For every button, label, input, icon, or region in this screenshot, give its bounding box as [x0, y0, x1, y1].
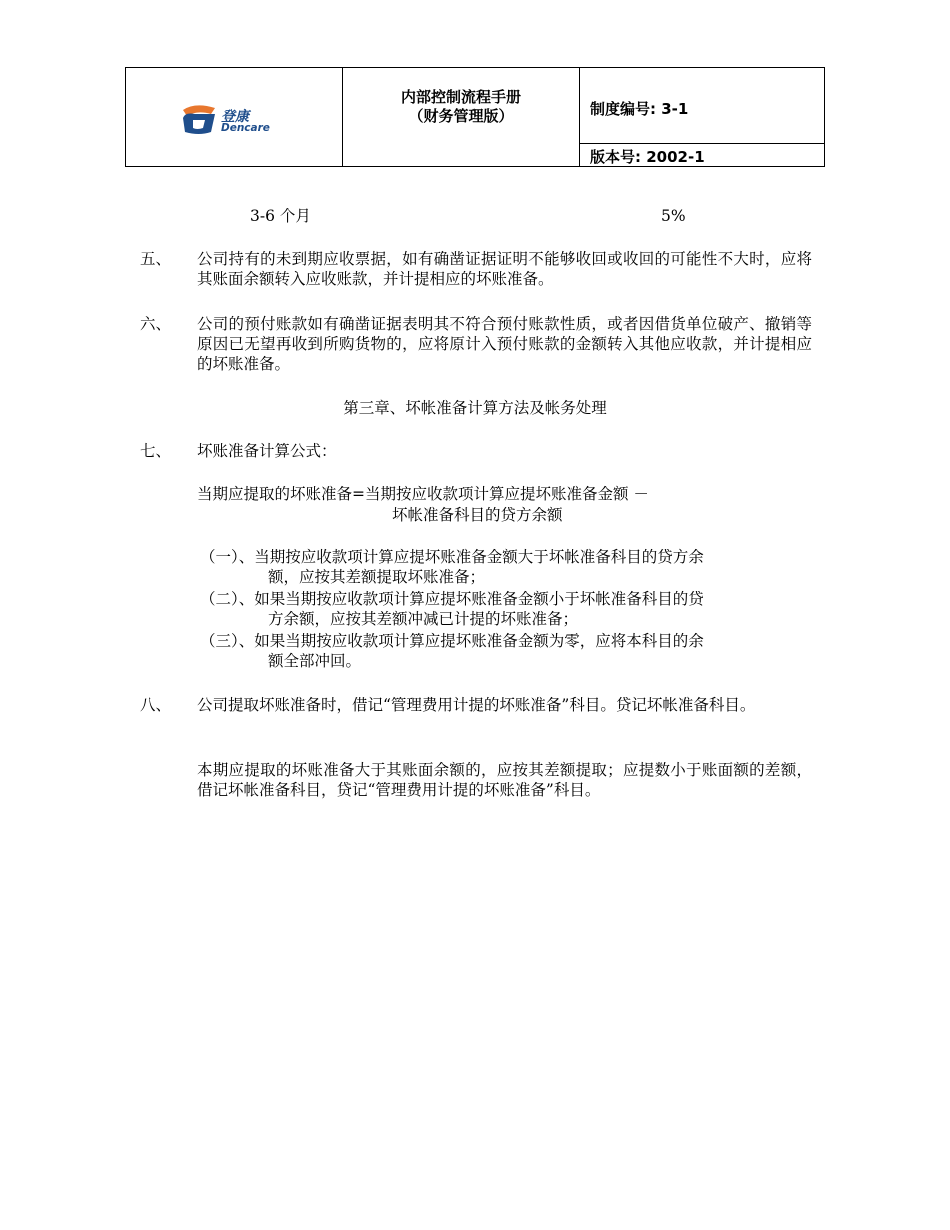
- version-number: 版本号: 2002-1: [590, 148, 705, 166]
- section-8-text-2: 本期应提取的坏账准备大于其账面余额的，应按其差额提取；应提数小于账面额的差额，借记坏帐准备科目，贷记“管理费用计提的坏账准备”科目。: [197, 761, 812, 799]
- section-7-text: 坏账准备计算公式：: [197, 442, 337, 460]
- document-header-table: [125, 67, 825, 167]
- formula-line-1: 当期应提取的坏账准备=当期按应收款项计算应提坏账准备金额 －: [197, 485, 649, 503]
- formula-item-3-line1: 如果当期按应收款项计算应提坏账准备金额为零，应将本科目的余: [254, 632, 704, 650]
- aging-period: 3-6 个月: [250, 207, 311, 225]
- section-6-text: 公司的预付账款如有确凿证据表明其不符合预付账款性质，或者因借货单位破产、撤销等原因已无望再收到所购货物的，应将原计入预付账款的金额转入其他应收款，并计提相应的坏账准备。: [197, 315, 812, 373]
- manual-title-line1: 内部控制流程手册: [400, 88, 521, 106]
- formula-item-1-line1: 当期按应收款项计算应提坏账准备金额大于坏帐准备科目的贷方余: [254, 548, 704, 566]
- logo-english-name: Dencare: [221, 122, 270, 134]
- section-5-number: 五、: [140, 250, 172, 268]
- formula-item-3-label: （三）、: [200, 632, 255, 650]
- manual-title-line2: （财务管理版）: [408, 107, 514, 125]
- formula-item-2-label: （二）、: [200, 590, 255, 608]
- chapter-3-heading: 第三章、坏帐准备计算方法及帐务处理: [343, 399, 607, 417]
- dencare-logo: [181, 104, 281, 138]
- policy-code: 制度编号: 3-1: [580, 68, 824, 144]
- formula-item-2-line2: 方余额，应按其差额冲减已计提的坏账准备；: [268, 610, 579, 628]
- section-6-number: 六、: [140, 315, 172, 333]
- dencare-logo-icon: [181, 104, 221, 138]
- formula-item-2: [200, 589, 812, 629]
- formula-item-1-label: （一）、: [200, 548, 255, 566]
- formula-item-3-line2: 额全部冲回。: [268, 652, 362, 670]
- section-8-text: 公司提取坏账准备时，借记“管理费用计提的坏账准备”科目。贷记坏帐准备科目。: [197, 696, 756, 714]
- logo-cell: [126, 68, 343, 166]
- formula-item-2-line1: 如果当期按应收款项计算应提坏账准备金额小于坏帐准备科目的贷: [254, 590, 704, 608]
- formula-item-3: [200, 631, 812, 671]
- logo-chinese-name: 登康: [221, 109, 249, 125]
- formula-item-1: [200, 547, 812, 587]
- section-7-number: 七、: [140, 442, 172, 460]
- section-8-number: 八、: [140, 696, 172, 714]
- provision-rate: 5%: [661, 207, 686, 225]
- formula-line-2: 坏帐准备科目的贷方余额: [392, 506, 563, 524]
- manual-title: [343, 68, 580, 166]
- section-5-text: 公司持有的未到期应收票据，如有确凿证据证明不能够收回或收回的可能性不大时，应将其账面余额转入应收账款，并计提相应的坏账准备。: [197, 250, 812, 288]
- formula-item-1-line2: 额，应按其差额提取坏账准备；: [268, 568, 486, 586]
